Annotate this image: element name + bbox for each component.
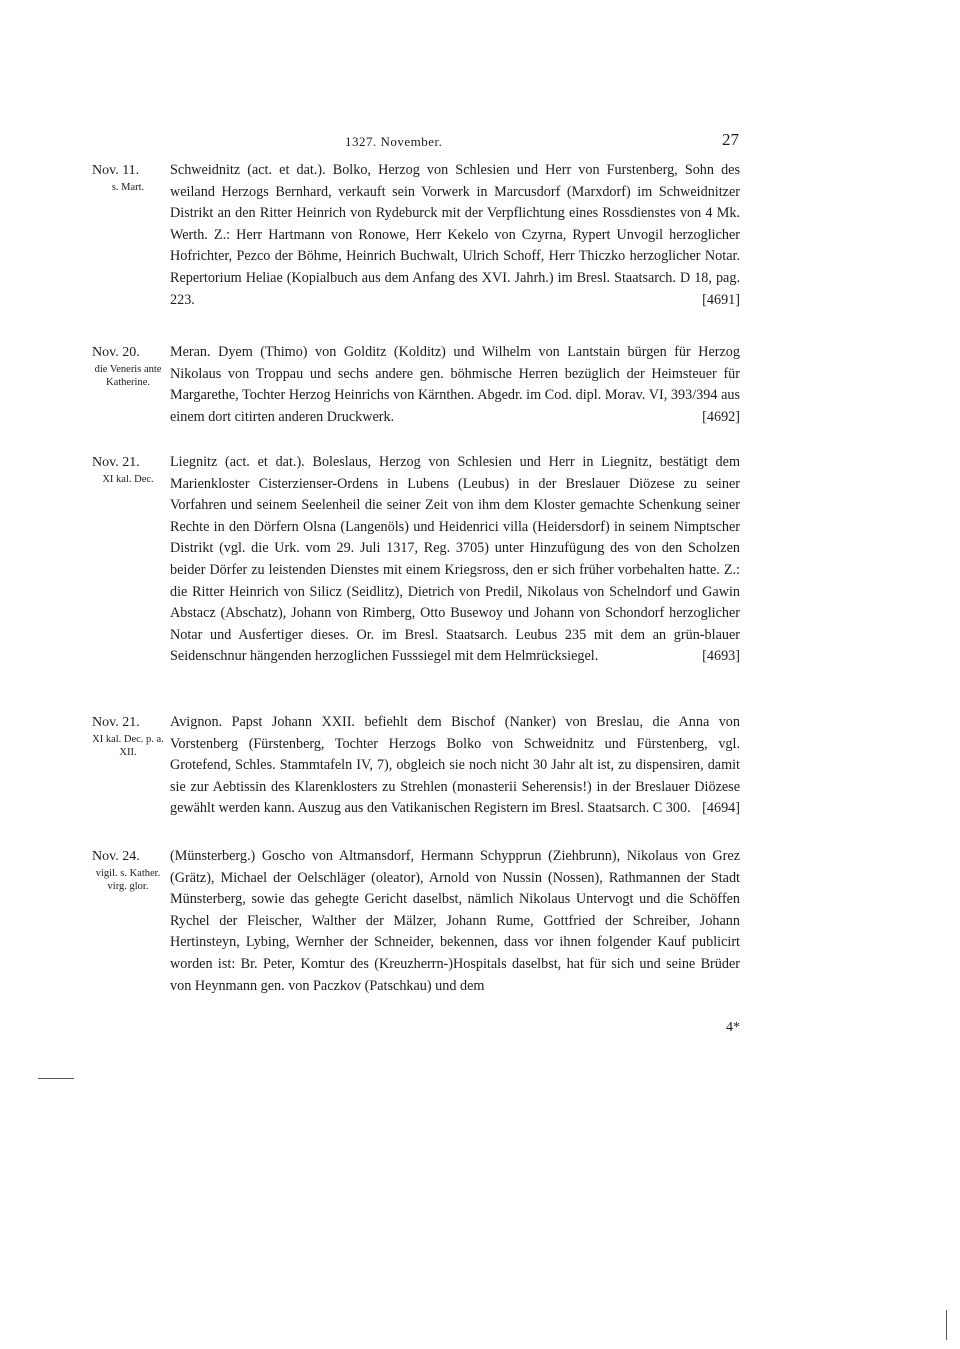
scan-mark-left bbox=[38, 1078, 74, 1079]
entry-margin-note: s. Mart. bbox=[111, 182, 145, 193]
entry-body: Schweidnitz (act. et dat.). Bolko, Herzog von Schlesien und Herr von Furstenberg, Sohn des weiland Herzogs Bernhard, verkauft sein Vorwerk in Marcusdorf (Marxdorf) im Schweidnitzer Distrikt an den Ritter Heinrich von Rydeburck mit der Verpflichtung eines Rossdienstes von 4 Mk. Werth. Z.: Herr Hartmann von Ronowe, Herr Kekelo von Czyrna, Rypert Unvogil herzoglicher Hofrichter, Pezco der Böhme, Heinrich Buchwalt, Ulrich Schoff, Herr Thiczko herzoglicher Notar. Repertorium Heliae (Kopialbuch aus dem Anfang des XVI. Jahrh.) im Bresl. Staatsarch. D 18, pag. 223. bbox=[170, 162, 740, 308]
running-head bbox=[0, 130, 960, 152]
entry-date: Nov. 21. bbox=[92, 715, 140, 730]
entry-date: Nov. 24. bbox=[92, 849, 140, 864]
entry-body: Avignon. Papst Johann XXII. befiehlt dem Bischof (Nanker) von Breslau, die Anna von Vorstenberg (Fürstenberg, Tochter Herzogs Bolko von Schweidnitz und Fürstenberg, vgl. Grotefend, Schles. Stammtafeln IV, 7), obgleich sie noch nicht 30 Jahr alt ist, zu dispensiren, damit sie zur Aebtissin des Klarenklosters zu Strehlen (monasterii Seherensis!) in der Breslauer Diözese gewählt werden kann. Auszug aus den Vatikanischen Registern im Bresl. Staatsarch. C 300. bbox=[170, 714, 740, 817]
entry-text bbox=[170, 342, 740, 428]
entry-text bbox=[170, 846, 740, 997]
page-number: 27 bbox=[722, 130, 739, 149]
entry-number: [4692] bbox=[702, 408, 740, 425]
entry-date: Nov. 21. bbox=[92, 455, 140, 470]
entry-number: [4694] bbox=[702, 800, 740, 817]
entry-body: Meran. Dyem (Thimo) von Golditz (Kolditz) und Wilhelm von Lantstain bürgen für Herzog Nikolaus von Troppau und sechs andere gen. böhmische Herren bezüglich der Heimsteuer für Margarethe, Tochter Herzog Heinrichs von Kärnthen. Abgedr. im Cod. dipl. Morav. VI, 393/394 aus einem dort citirten anderen Druckwerk. bbox=[170, 344, 740, 425]
entry-text bbox=[170, 452, 740, 668]
entry-date: Nov. 11. bbox=[92, 163, 140, 178]
entry-margin-note: vigil. s. Kather. virg. glor. bbox=[95, 868, 161, 892]
entry-margin-note: die Veneris ante Katherine. bbox=[94, 364, 162, 388]
entry-margin-note: XI kal. Dec. bbox=[102, 474, 154, 485]
scan-mark-right bbox=[946, 1310, 947, 1340]
entry-number: [4691] bbox=[702, 291, 740, 308]
entry-body: Liegnitz (act. et dat.). Boleslaus, Herzog von Schlesien und Herr in Liegnitz, bestätigt dem Marienkloster Cisterzienser-Ordens in Lubens (Leubus) in der Breslauer Diözese zu seiner Vorfahren und seinem Seelenheil die seiner Zeit von ihm dem Kloster gemachte Schenkung seiner Rechte in den Dörfern Olsna (Langenöls) und Heidenrici villa (Heidersdorf) in seinem Nimptscher Distrikt (vgl. die Urk. vom 29. Juli 1317, Reg. 3705) unter Hinzufügung des von den Scholzen beider Dörfer zu leistenden Dienstes mit einem Kriegsross, den er sich früher vorbehalten hatte. Z.: die Ritter Heinrich von Silicz (Seidlitz), Dietrich von Predil, Nikolaus von Schelndorf und Gawin Abstacz (Abschatz), Johann von Rimberg, Otto Busewoy und Johann von Schondorf herzoglicher Notar und Ausfertiger dieses. Or. im Bresl. Staatsarch. Leubus 235 mit dem an grün-blauer Seidenschnur hängenden herzoglichen Fusssiegel mit dem Helmrücksiegel. bbox=[170, 454, 740, 665]
running-head-title: 1327. November. bbox=[345, 134, 443, 149]
entry-text bbox=[170, 160, 740, 311]
entry-margin-note: XI kal. Dec. p. a. XII. bbox=[92, 734, 164, 758]
entry-body: (Münsterberg.) Goscho von Altmansdorf, Hermann Schypprun (Ziehbrunn), Nikolaus von Grez (Grätz), Michael der Oelschläger (oleator), Arnold von Nussin (Nossen), Rathmannen der Stadt Münsterberg, sowie das gehegte Gericht daselbst, nämlich Nikolaus Untervogt und die Schöffen Rychel der Fleischer, Walther der Mälzer, Johann Rume, Gottfried der Schreiber, Johann Hertinsteyn, Lybing, Wernher der Schneider, bekennen, dass vor ihnen folgender Kauf publicirt worden ist: Br. Peter, Komtur des (Kreuzherrn-)Hospitals daselbst, hat für sich und seine Brüder von Heynmann gen. von Paczkov (Patschkau) und dem bbox=[170, 848, 740, 994]
entry-text bbox=[170, 712, 740, 820]
entry-number: [4693] bbox=[702, 648, 740, 665]
signature-mark: 4* bbox=[726, 1020, 740, 1035]
entry-date: Nov. 20. bbox=[92, 345, 140, 360]
